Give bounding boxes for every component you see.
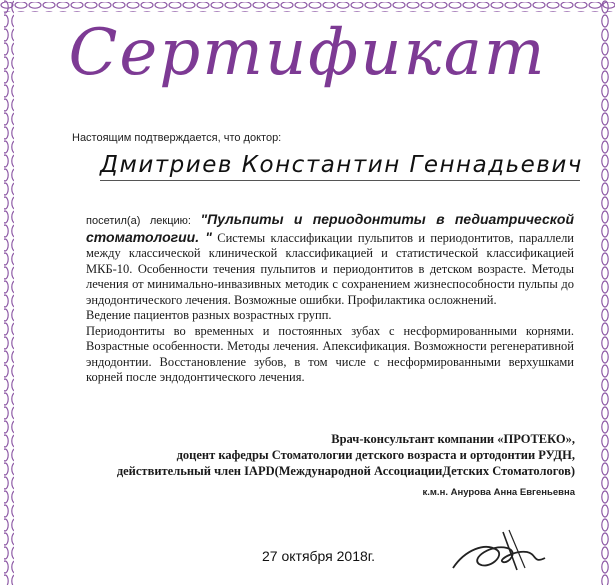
lecturer-credentials — [55, 431, 575, 479]
lecturer-line-2: доцент кафедры Стоматологии детского возраста и ортодонтии РУДН, — [176, 448, 575, 462]
lecturer-line-3: действительный член IAPD(Международной АссоциацииДетских Стоматологов) — [116, 464, 575, 478]
description-part-3: Периодонтиты во временных и постоянных зубах с несформированными корнями. Возрастные особенности. Методы лечения. Апексификация. Возможности регенеративной эндодонтии. Восстановление зубов, в том числе с несформированными верхушками корней после эндодонтического лечения. — [86, 323, 574, 384]
attended-label: посетил(а) лекцию: — [86, 215, 191, 227]
confirm-text: Настоящим подтверждается, что доктор: — [72, 132, 282, 144]
lecture-description — [86, 212, 574, 386]
lecturer-line-1: Врач-консультант компании «ПРОТЕКО», — [331, 432, 575, 446]
lecture-title: "Пульпиты и периодонтиты в педиатрической стоматологии. " — [86, 211, 574, 245]
signature-icon — [445, 520, 555, 585]
certificate-date: 27 октября 2018г. — [262, 548, 376, 564]
certificate-title: Сертификат — [68, 16, 547, 90]
description-part-2: Ведение пациентов разных возрастных групп. — [86, 308, 332, 322]
description-part-1: Системы классификации пульпитов и периодонтитов, параллели между классической клинической классификацией и статистической классификацией МКБ-10. Особенности течения пульпитов и периодонтитов в детском возрасте. Методы лечения от минимально-инвазивных методик с сохранением жизнеспособности пульпы до эндодонтического лечения. Возможные ошибки. Профилактика осложнений. — [86, 230, 574, 307]
lecturer-name: к.м.н. Анурова Анна Евгеньевна — [422, 487, 575, 498]
doctor-name: Дмитриев Константин Геннадьевич — [100, 152, 580, 181]
